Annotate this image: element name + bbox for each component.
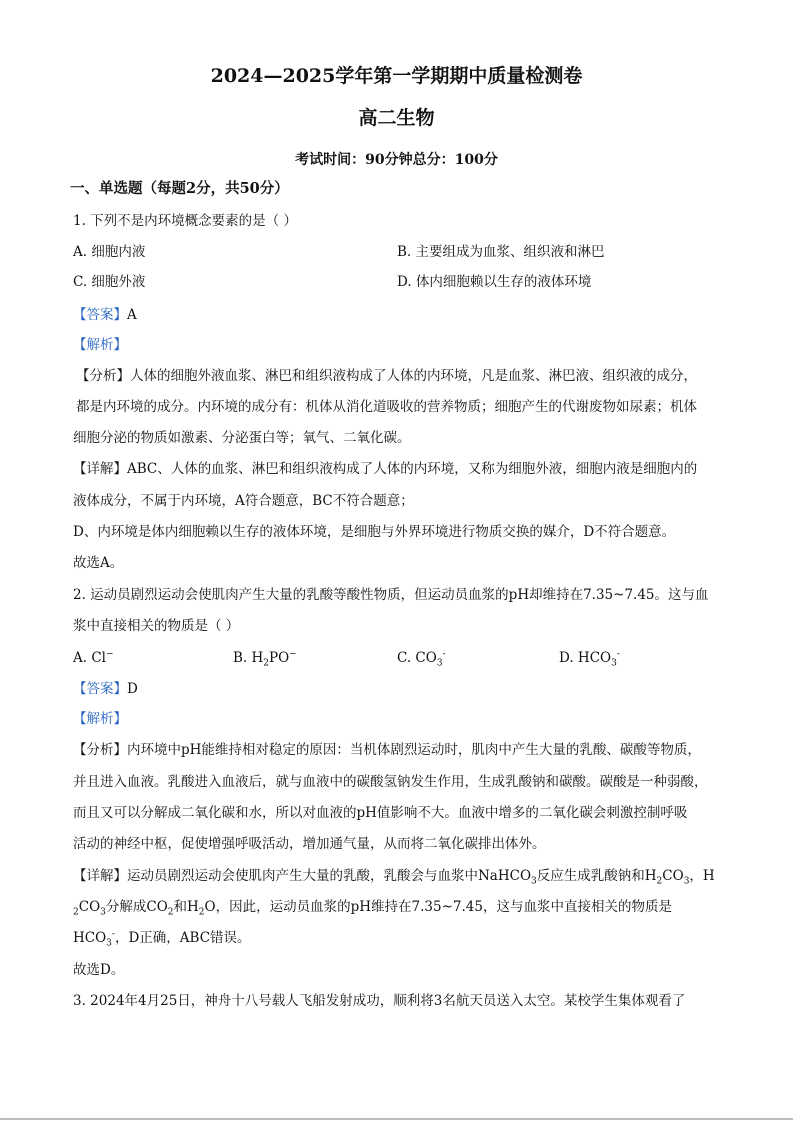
q2-choose: 故选D。 xyxy=(73,962,125,978)
q2-stem-line-2: 浆中直接相关的物质是（ ） xyxy=(73,618,240,634)
answer-tag: 【答案】 xyxy=(73,681,127,697)
q1-fenxi-line-2: 都是内环境的成分。内环境的成分有：机体从消化道吸收的营养物质；细胞产生的代谢废物如尿素；机体 xyxy=(76,399,697,415)
q2-stem-line-1: 2. 运动员剧烈运动会使肌肉产生大量的乳酸等酸性物质，但运动员血浆的pH却维持在7.35~7.45。这与血 xyxy=(73,587,709,603)
xiangjie-text: ABC、人体的血浆、淋巴和组织液构成了人体的内环境，又称为细胞外液，细胞内液是细胞内的 xyxy=(127,461,698,477)
q2-fenxi-line-4: 活动的神经中枢，促使增强呼吸活动，增加通气量，从而将二氧化碳排出体外。 xyxy=(73,836,546,852)
q2-fenxi-line-3: 而且又可以分解成二氧化碳和水，所以对血液的pH值影响不大。血液中增多的二氧化碳会刺激控制呼吸 xyxy=(73,805,688,821)
q2-option-d: D. $HCO_3^-$ xyxy=(559,649,620,669)
q3-stem-line-1: 3. 2024年4月25日，神舟十八号载人飞船发射成功，顺利将3名航天员送入太空。某校学生集体观看了 xyxy=(73,993,686,1009)
q1-xiangjie-line-1 xyxy=(73,460,723,478)
analysis-tag: 【解析】 xyxy=(73,711,127,727)
q1-option-c: C. 细胞外液 xyxy=(73,274,146,290)
q1-fenxi-line-3: 细胞分泌的物质如激素、分泌蛋白等；氧气、二氧化碳。 xyxy=(73,430,411,446)
q2-answer xyxy=(73,680,723,698)
q2-option-a: A. Cl− xyxy=(73,649,114,666)
q2-option-b: B. $H_2PO^-$ xyxy=(233,649,297,669)
q1-option-a: A. 细胞内液 xyxy=(73,244,146,260)
q1-xiangjie-line-3: D、内环境是体内细胞赖以生存的液体环境，是细胞与外界环境进行物质交换的媒介，D不符合题意。 xyxy=(73,524,676,540)
exam-title: 2024—2025学年第一学期期中质量检测卷 xyxy=(210,65,583,87)
fenxi-text: 内环境中pH能维持相对稳定的原因：当机体剧烈运动时，肌肉中产生大量的乳酸、碳酸等物质， xyxy=(127,742,701,758)
q2-fenxi-line-2: 并且进入血液。乳酸进入血液后，就与血液中的碳酸氢钠发生作用，生成乳酸钠和碳酸。碳酸是一种弱酸， xyxy=(73,774,708,790)
q2-fenxi-line-1 xyxy=(73,741,723,759)
xiangjie-tag: 【详解】 xyxy=(73,868,127,884)
q1-option-d: D. 体内细胞赖以生存的液体环境 xyxy=(397,274,592,290)
q1-xiangjie-line-2: 液体成分，不属于内环境，A符合题意，BC不符合题意； xyxy=(73,493,414,509)
exam-info: 考试时间：90分钟总分：100分 xyxy=(295,152,498,168)
q1-option-b: B. 主要组成为血浆、组织液和淋巴 xyxy=(397,244,605,260)
answer-tag: 【答案】 xyxy=(73,307,127,323)
q1-choose: 故选A。 xyxy=(73,555,124,571)
fenxi-tag: 【分析】 xyxy=(73,742,127,758)
q2-analysis-tag xyxy=(73,710,723,728)
q1-answer xyxy=(73,306,723,324)
q2-xiangjie-line-3: $HCO_3^-$，D正确，ABC错误。 xyxy=(73,929,251,949)
answer-value: A xyxy=(127,307,137,323)
q1-fenxi-line-1 xyxy=(76,367,726,385)
subject-title: 高二生物 xyxy=(358,107,435,129)
page-bottom-border xyxy=(0,1118,793,1120)
q2-xiangjie-line-2: $_2CO_3$分解成$CO_2$和$H_2O$，因此，运动员血浆的pH维持在7.35~7.45，这与血浆中直接相关的物质是 xyxy=(73,899,672,918)
q1-stem: 1. 下列不是内环境概念要素的是（ ） xyxy=(73,213,297,229)
section-heading: 一、单选题（每题2分，共50分） xyxy=(70,180,289,197)
fenxi-text: 人体的细胞外液血浆、淋巴和组织液构成了人体的内环境，凡是血浆、淋巴液、组织液的成分， xyxy=(130,368,697,384)
answer-value: D xyxy=(127,681,138,697)
fenxi-tag: 【分析】 xyxy=(76,368,130,384)
q1-analysis-tag xyxy=(73,336,723,354)
q2-xiangjie-line-1: 【详解】运动员剧烈运动会使肌肉产生大量的乳酸，乳酸会与血浆中NaHCO$_3$反应生成乳酸钠和$H_2CO_3$，H xyxy=(73,868,715,887)
analysis-tag: 【解析】 xyxy=(73,337,127,353)
q2-option-c: C. $CO_3^-$ xyxy=(397,649,446,669)
xiangjie-tag: 【详解】 xyxy=(73,461,127,477)
